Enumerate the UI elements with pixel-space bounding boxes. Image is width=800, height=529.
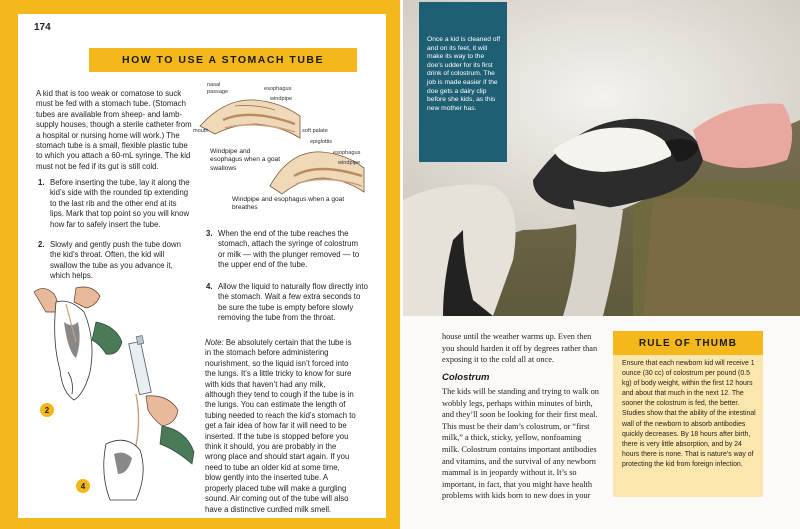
step-3 <box>206 229 366 271</box>
step-1 <box>38 178 190 230</box>
colostrum-paragraph: The kids will be standing and trying to walk on wobbly legs, perhaps within minutes of birth, and they’ll soon be looking for their first meal. This must be their dam’s colostrum, or “first milk,” a thick, sticky, yellow, nonfoaming milk. Colostrum contains important antibodies and vitamins, and the survival of any newborn mammal is in jeopardy without it. It’s so important, in fact, that you might have health problems with kids born to new does in your <box>442 387 599 501</box>
intro-paragraph: A kid that is too weak or comatose to suck must be fed with a stomach tube. (Stomach tubes are available from sheep- and lamb-supply houses, though a sterile catheter from a hospital or nursing home will work.) The stomach tube is a small, flexible plastic tube to which you attach a 60-mL syringe. The kid must not be fed if its gut is still cold. <box>36 89 192 171</box>
note-paragraph <box>205 338 357 515</box>
illustration-syringe-feeding <box>96 334 196 504</box>
rule-of-thumb-banner <box>613 331 763 355</box>
breathe-diagram <box>268 136 366 198</box>
note-text: Be absolutely certain that the tube is in the stomach before administering nourishment, so the liquid isn’t forced into the lungs. It’s a little tricky to know for sure with kids that haven’t had any milk, although they tend to cough if the tube is in the lungs. You can estimate the length of tubing needed to reach the kid’s stomach to get a fair idea of how far it will need to be inserted. If the tube is stopped before you think it should, you are probably in the wrong place and should start again. If you need to tube an older kid at some time, blow gently into the inserted tube. A properly placed tube will make a gurgling sound. Air coming out of the tube will also have a distinctive curdled milk smell. <box>205 338 356 514</box>
step-number: 3. <box>206 229 213 238</box>
label-windpipe-2: windpipe <box>338 160 361 166</box>
continued-paragraph: house until the weather warms up. Even then you should harden it off by degrees rather than exposing it to the cold all at once. <box>442 332 598 365</box>
step-number: 4. <box>206 282 213 291</box>
step-number: 1. <box>38 178 45 187</box>
section-title: HOW TO USE A STOMACH TUBE <box>121 54 324 66</box>
page-number: 174 <box>34 22 51 33</box>
note-label: Note: <box>205 338 224 347</box>
diagram1-caption: Windpipe and esophagus when a goat swallows <box>210 148 281 172</box>
step-text: Before inserting the tube, lay it along the kid’s side with the rounded tip extending to the last rib and the other end at its lips. Mark that top point so you will know how far to safely insert the tube. <box>50 178 190 229</box>
step-text: Slowly and gently push the tube down the kid’s throat. Often, the kid will swallow the tube as you advance it, which helps. <box>50 240 181 281</box>
rule-of-thumb-title: RULE OF THUMB <box>638 337 738 349</box>
step-text: Allow the liquid to naturally flow directly into the stomach. Wait a few extra seconds to be sure the tube is empty before slowly removing the tube from the throat. <box>218 282 368 323</box>
label-esophagus: esophagus <box>264 86 292 92</box>
photo-caption-box <box>419 2 507 162</box>
label-mouth: mouth <box>193 128 209 134</box>
step-4 <box>206 282 368 324</box>
figure-badge-2: 2 <box>40 403 54 417</box>
label-nasal-passage: nasal passage <box>207 82 229 95</box>
step-number: 2. <box>38 240 45 249</box>
step-text: When the end of the tube reaches the stomach, attach the syringe of colostrum or milk — with the plunger removed — to the upper end of the tube. <box>218 229 360 270</box>
diagram2-caption: Windpipe and esophagus when a goat breathes <box>232 196 345 212</box>
step-2 <box>38 240 190 282</box>
photo-caption: Once a kid is cleaned off and on its feet, it will make its way to the doe’s udder for its first drink of colostrum. The job is made easier if the doe gets a dairy clip before she kids, as this new mother has. <box>427 36 501 112</box>
section-banner <box>89 48 357 72</box>
label-epiglottis: epiglottis <box>310 139 333 145</box>
label-windpipe: windpipe <box>270 96 293 102</box>
label-esophagus-2: esophagus <box>333 150 361 156</box>
colostrum-heading: Colostrum <box>442 372 490 383</box>
figure-badge-4: 4 <box>76 479 90 493</box>
rule-of-thumb-text: Ensure that each newborn kid will receive 1 ounce (30 cc) of colostrum per pound (0.5 kg) of body weight, within the first 12 hours and about that much in the next 12. The sooner the colostrum is fed, the better. Studies show that the ability of the intestinal wall of the newborn to absorb antibodies quickly decreases. By 18 hours after birth, there is very little absorption, and by 24 hours there is none. That is nature’s way of protecting the kid from foreign infection. <box>622 360 756 468</box>
label-soft-palate: soft palate <box>302 128 328 134</box>
